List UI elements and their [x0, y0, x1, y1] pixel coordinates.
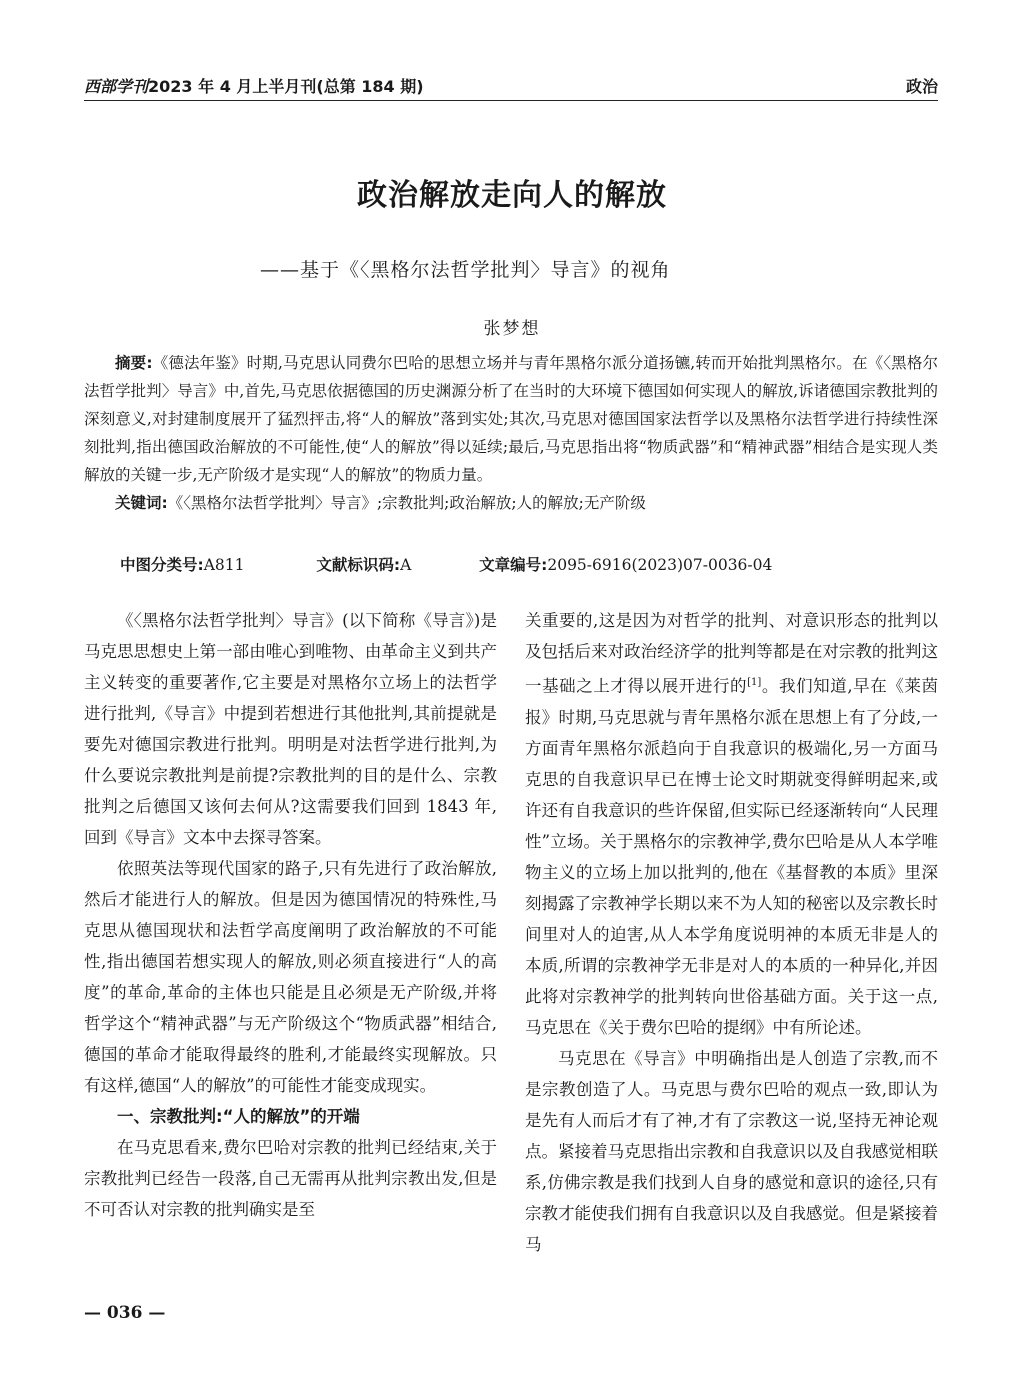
- body-paragraph: 《〈黑格尔法哲学批判〉导言》(以下简称《导言》)是马克思思想史上第一部由唯心到唯物、由革命主义到共产主义转变的重要著作,它主要是对黑格尔立场上的法哲学进行批判,《导言》中提到若想进行其他批判,其前提就是要先对德国宗教进行批判。明明是对法哲学进行批判,为什么要说宗教批判是前提?宗教批判的目的是什么、宗教批判之后德国又该何去何从?这需要我们回到 1843 年,回到《导言》文本中去探寻答案。: [84, 611, 497, 847]
- text-run: 。我们知道,早在《莱茵报》时期,马克思就与青年黑格尔派在思想上有了分歧,一方面青年黑格尔派趋向于自我意识的极端化,另一方面马克思的自我意识早已在博士论文时期就变得鲜明起来,或许还有自我意识的些许保留,但实际已经逐渐转向“人民理性”立场。关于黑格尔的宗教神学,费尔巴哈是从人本学唯物主义的立场上加以批判的,他在《基督教的本质》里深刻揭露了宗教神学长期以来不为人知的秘密以及宗教长时间里对人的迫害,从人本学角度说明神的本质无非是人的本质,所谓的宗教神学无非是对人的本质的一种异化,并因此将对宗教神学的批判转向世俗基础方面。关于这一点,马克思在《关于费尔巴哈的提纲》中有所论述。: [525, 676, 939, 1037]
- section-heading: 一、宗教批判:“人的解放”的开端: [117, 1107, 360, 1126]
- doc-code-value: A: [400, 556, 412, 574]
- issue-info: 2023 年 4 月上半月刊(总第 184 期): [148, 76, 424, 96]
- article-title: 政治解放走向人的解放: [357, 178, 667, 213]
- keywords-text: 《〈黑格尔法哲学批判〉导言》;宗教批判;政治解放;人的解放;无产阶级: [167, 494, 646, 512]
- body-paragraph: [525, 605, 938, 1043]
- abstract-paragraph: [84, 349, 938, 489]
- page-number: — 036 —: [84, 1303, 166, 1323]
- header-left: [84, 74, 424, 97]
- text-run: 关重要的,这是因为对哲学的批判、对意识形态的批判以及包括后来对政治经济学的批判等都是在对宗教的批判这一基础之上才得以展开进行的: [525, 611, 938, 696]
- right-column: [525, 605, 938, 1305]
- journal-logo: 西部学刊: [84, 76, 149, 96]
- body-paragraph: 马克思在《导言》中明确指出是人创造了宗教,而不是宗教创造了人。马克思与费尔巴哈的观点一致,即认为是先有人而后才有了神,才有了宗教这一说,坚持无神论观点。紧接着马克思指出宗教和自我意识以及自我感觉相联系,仿佛宗教是我们找到人自身的感觉和意识的途径,只有宗教才能使我们拥有自我意识以及自我感觉。但是紧接着马: [525, 1048, 938, 1254]
- article-number-label: 文章编号:: [479, 556, 548, 574]
- article-subtitle: ——基于《〈黑格尔法哲学批判〉导言》的视角: [260, 259, 671, 281]
- citation-ref: [1]: [747, 677, 762, 688]
- clc-label: 中图分类号:: [120, 556, 204, 574]
- keywords-paragraph: [84, 489, 938, 517]
- running-header: [84, 72, 938, 98]
- keywords-label: 关键词:: [115, 494, 168, 512]
- body-paragraph: 在马克思看来,费尔巴哈对宗教的批判已经结束,关于宗教批判已经告一段落,自己无需再从批判宗教出发,但是不可否认对宗教的批判确实是至: [84, 1138, 497, 1219]
- doc-code-label: 文献标识码:: [316, 556, 401, 574]
- abstract-text: 《德法年鉴》时期,马克思认同费尔巴哈的思想立场并与青年黑格尔派分道扬镳,转而开始批判黑格尔。在《〈黑格尔法哲学批判〉导言》中,首先,马克思依据德国的历史渊源分析了在当时的大环境下德国如何实现人的解放,诉诸德国宗教批判的深刻意义,对封建制度展开了猛烈抨击,将“人的解放”落到实处;其次,马克思对德国国家法哲学以及黑格尔法哲学进行持续性深刻批判,指出德国政治解放的不可能性,使“人的解放”得以延续;最后,马克思指出将“物质武器”和“精神武器”相结合是实现人类解放的关键一步,无产阶级才是实现“人的解放”的物质力量。: [84, 354, 939, 484]
- section-name: 政治: [905, 76, 938, 96]
- left-column: [84, 605, 497, 1305]
- body-paragraph: 依照英法等现代国家的路子,只有先进行了政治解放,然后才能进行人的解放。但是因为德国情况的特殊性,马克思从德国现状和法哲学高度阐明了政治解放的不可能性,指出德国若想实现人的解放,则必须直接进行“人的高度”的革命,革命的主体也只能是且必须是无产阶级,并将哲学这个“精神武器”与无产阶级这个“物质武器”相结合,德国的革命才能取得最终的胜利,才能最终实现解放。只有这样,德国“人的解放”的可能性才能变成现实。: [84, 859, 497, 1095]
- abstract-label: 摘要:: [115, 354, 153, 372]
- body-columns: [84, 605, 938, 1305]
- author-name: 张梦想: [483, 319, 541, 339]
- article-number-value: 2095-6916(2023)07-0036-04: [547, 556, 773, 574]
- abstract-block: [84, 349, 938, 517]
- header-rule: [84, 100, 938, 101]
- clc-value: A811: [203, 556, 245, 574]
- classification-line: [120, 553, 772, 575]
